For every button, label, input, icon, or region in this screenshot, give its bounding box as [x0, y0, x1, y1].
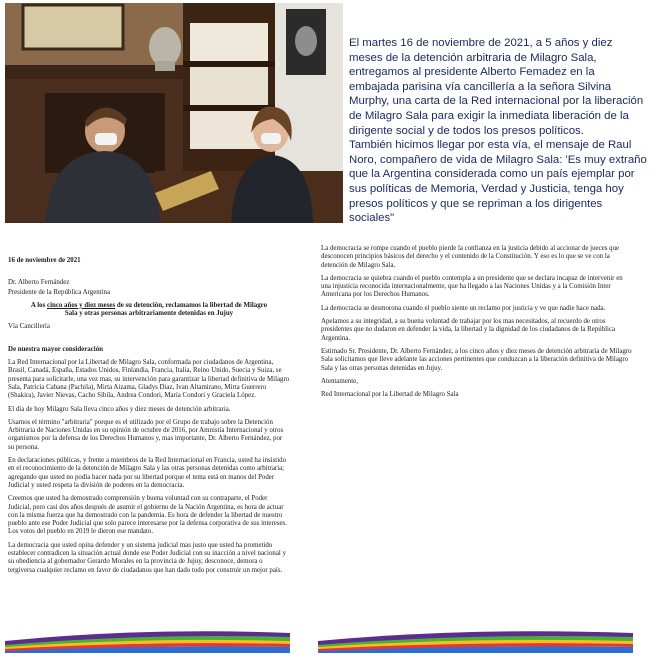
letter-page-2 — [318, 245, 633, 655]
letter-subject — [8, 302, 290, 319]
letter-paragraph-2: El día de hoy Milagro Sala lleva cinco años y diez meses de detención arbitraria. — [8, 405, 231, 413]
letter-paragraph-10: Apelamos a su integridad, a su buena voluntad de trabajar por los mas necesitados, al recuerdo de otros presidentes que no dudaron en defender la vida, la libertad y la dignidad de los ciudadanos de la República Argentina. — [321, 318, 616, 342]
letter-date: 16 de noviembre de 2021 — [8, 257, 81, 264]
letter-closing: Atentamente, — [321, 377, 358, 385]
letter-paragraph-8: La democracia se quiebra cuando el pueblo contempla a un presidente que se declara incapaz de intervenir en una injusticia reconocida internacionalmente, que ha llegado a las Naciones Unidas y a la Comisión Inter Americana por los Derechos Humanos. — [321, 274, 623, 299]
photo-caption — [349, 36, 647, 226]
letter-paragraph-4: En declaraciones públicas, y frente a miembros de la Red Internacional en Francia, usted ha insistido en el reconocimiento de la detención de Milagro Sala y las otras personas detenidas como arbitraria; agregando que usted no podía hacer nada por su libertad porque el tema está en manos del Poder Judicial y usted respeta la división de poderes en la democracia. — [8, 457, 287, 489]
caption-paragraph-2: También hicimos llegar por esta vía, el mensaje de Raul Noro, compañero de vida de Milagro Sala: 'Es muy extraño que la Argentina considerada como un país ejemplar por sus políticas de Memoria, Verdad y Justicia, tenga hoy presos políticos y que se repriman a los dirigentes sociales" — [349, 139, 647, 225]
subject-pre: A los — [30, 301, 48, 309]
letter-paragraph-7: La democracia se rompe cuando el pueblo pierde la confianza en la justicia debido al accionar de jueces que desconocen principios básicos del derecho y el contenido de la Constitución. Y eso es lo que se ve con la detención de Milagro Sala. — [321, 245, 620, 269]
letter-paragraph-9: La democracia se desmorona cuando el pueblo siente un reclamo por justicia y ve que nadie hace nada. — [321, 304, 606, 312]
recipient-title: Presidente de la República Argentina — [8, 288, 111, 296]
embassy-meeting-photo — [5, 3, 343, 223]
caption-paragraph-1: El martes 16 de noviembre de 2021, a 5 años y diez meses de la detención arbitraria de Milagro Sala, entregamos al presidente Alberto Femadez en la embajada parisina vía cancillería a la señora Silvina Murphy, una carta de la Red internacional por la liberación de Milagro Sala para exigir la inmediata liberación de la dirigente social y de todos los presos políticos. — [349, 37, 644, 137]
photo-illustration — [5, 3, 343, 223]
subject-underlined: cinco años y diez meses — [47, 301, 116, 309]
letter-paragraph-3: Usamos el término "arbitraria" porque es el utilizado por el Grupo de trabajo sobre la Detención Arbitraria de Naciones Unidas en su opinión de octubre de 2016, por Amnistía Internacional y otros organismos por la defensa de los Derechos Humanos y, mas importante, Dr. Alberto Fernández, por su persona. — [8, 418, 284, 451]
letter-paragraph-6: La democracia que usted opina defender y un sistema judicial mas justo que usted ha prometido establecer contradicen la situación actual donde ese Poder Judicial con su inacción a nivel nacional y su obediencia al gobernador Gerardo Morales en la provincia de Jujuy, desconoce, demora o tergiversa cualquier reclamo en favor de ciudadanos que han dado todo por construir un mejor país. — [8, 541, 287, 574]
letter-signature: Red Internacional por la Libertad de Milagro Sala — [321, 391, 459, 399]
letter-body-page-1 — [5, 257, 290, 575]
decorative-color-band-1 — [5, 623, 290, 653]
letter-body-page-2 — [318, 245, 633, 399]
letter-paragraph-1: La Red Internacional por la Libertad de Milagro Sala, conformada por ciudadanos de Argentina, Brasil, Canadá, España, Estados Unidos, Finlandia, Francia, Italia, Reino Unido, Suecia y Suiza, se presenta para solicitarle, una vez mas, su intervención para garantizar la libertad definitiva de Milagro Sala, Patricia Cabana (Pachila), Mirta Aizama, Gladys Diaz, Ivan Altamirano, Mirta Guerrero (Shakira), Javier Nievas, Cacho Sibila, Andrea Condori, María Condori y Graciela López. — [8, 359, 290, 400]
letter-page-1 — [5, 245, 290, 655]
recipient-name: Dr. Alberto Fernández — [8, 279, 70, 287]
letter-salutation: De nuestra mayor consideración — [8, 345, 103, 353]
subject-post: de su detención, reclamamos la libertad de Milagro Sala y otras personas arbitrariamente detenidas en Jujuy — [64, 301, 268, 318]
letter-paragraph-11: Estimado Sr. Presidente, Dr. Alberto Fernández, a los cinco años y diez meses de detención arbitraria de Milagro Sala solicitamos que lleve adelante las acciones pertinentes que conduzcan a la liberación definitiva de Milagro Sala y las otras personas detenidas en Jujuy. — [321, 347, 632, 372]
letter-via: Vía Cancillería — [8, 323, 50, 331]
decorative-color-band-2 — [318, 623, 633, 653]
letter-paragraph-5: Creemos que usted ha demostrado comprensión y buena voluntad con su contraparte, el Poder Judicial, pero casi dos años después de asumir el gobierno de la Nación Argentina, es hora de actuar con la misma fuerza que ha demostrado con la pandemia. Es hora de defender la libertad de nuestro pueblo ante ese Poder Judicial que solo parece interesarse por la defensa corporativa de sus intereses. Los votos del pueblo en 2019 le dieron ese mandato. — [8, 495, 287, 536]
